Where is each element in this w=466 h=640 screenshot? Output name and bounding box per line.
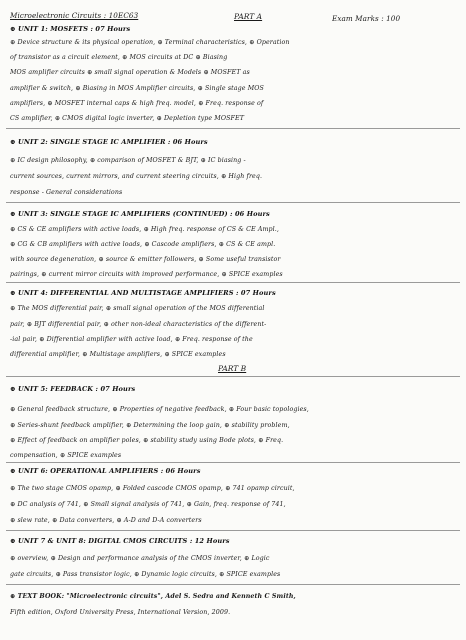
unit1-line: amplifier & switch, ⊕ Biasing in MOS Amplifier circuits, ⊕ Single stage MOS (10, 85, 264, 92)
unit1-line: amplifiers, ⊕ MOSFET internal caps & high freq. model, ⊕ Freq. response of (10, 100, 264, 107)
divider (6, 530, 460, 531)
unit4-line: differential amplifier, ⊕ Multistage amplifiers, ⊕ SPICE examples (10, 351, 226, 358)
unit5-line: compensation, ⊕ SPICE examples (10, 452, 122, 459)
unit7-line: gate circuits, ⊕ Pass transistor logic, ⊕ Dynamic logic circuits, ⊕ SPICE examples (10, 571, 281, 578)
divider (6, 376, 460, 377)
unit2-line: current sources, current mirrors, and current steering circuits, ⊕ High freq. (10, 173, 263, 180)
divider (6, 282, 460, 283)
divider (6, 202, 460, 203)
unit6-line: ⊕ DC analysis of 741, ⊕ Small signal analysis of 741, ⊕ Gain, freq. response of 741, (10, 501, 286, 508)
unit4-line: -ial pair, ⊕ Differential amplifier with active load, ⊕ Freq. response of the (10, 336, 253, 343)
unit1-line: CS amplifier, ⊕ CMOS digital logic inverter, ⊕ Depletion type MOSFET (10, 115, 244, 122)
course-code: Microelectronic Circuits : 10EC63 (10, 11, 139, 20)
part-a-label: PART A (234, 12, 263, 21)
unit5-line: ⊕ Effect of feedback on amplifier poles, ⊕ stability study using Bode plots, ⊕ Freq. (10, 437, 284, 444)
divider (6, 584, 460, 585)
textbook-line: Fifth edition, Oxford University Press, International Version, 2009. (10, 609, 231, 616)
unit3-line: ⊕ CG & CB amplifiers with active loads, ⊕ Cascode amplifiers, ⊕ CS & CE ampl. (10, 241, 276, 248)
unit2-line: response - General considerations (10, 189, 123, 196)
unit3-line: ⊕ CS & CE amplifiers with active loads, ⊕ High freq. response of CS & CE Ampl., (10, 226, 279, 233)
unit4-title: ⊕ UNIT 4: DIFFERENTIAL AND MULTISTAGE AMPLIFIERS : 07 Hours (10, 289, 276, 297)
unit3-line: pairings, ⊕ current mirror circuits with improved performance, ⊕ SPICE examples (10, 271, 283, 278)
unit5-line: ⊕ General feedback structure, ⊕ Properties of negative feedback, ⊕ Four basic topologies, (10, 406, 309, 413)
unit1-line: MOS amplifier circuits ⊕ small signal operation & Models ⊕ MOSFET as (10, 69, 250, 76)
unit6-line: ⊕ The two stage CMOS opamp, ⊕ Folded cascode CMOS opamp, ⊕ 741 opamp circuit, (10, 485, 295, 492)
unit7-title: ⊕ UNIT 7 & UNIT 8: DIGITAL CMOS CIRCUITS : 12 Hours (10, 537, 230, 545)
unit2-line: ⊕ IC design philosophy, ⊕ comparison of MOSFET & BJT, ⊕ IC biasing - (10, 157, 246, 164)
part-b-label: PART B (218, 364, 247, 373)
unit3-line: with source degeneration, ⊕ source & emitter followers, ⊕ Some useful transistor (10, 256, 281, 263)
unit5-title: ⊕ UNIT 5: FEEDBACK : 07 Hours (10, 385, 136, 393)
divider (6, 128, 460, 129)
divider (6, 462, 460, 463)
unit4-line: ⊕ The MOS differential pair, ⊕ small signal operation of the MOS differential (10, 305, 265, 312)
unit2-title: ⊕ UNIT 2: SINGLE STAGE IC AMPLIFIER : 06 Hours (10, 138, 208, 146)
exam-marks: Exam Marks : 100 (332, 14, 401, 23)
unit3-title: ⊕ UNIT 3: SINGLE STAGE IC AMPLIFIERS (CONTINUED) : 06 Hours (10, 210, 270, 218)
unit6-title: ⊕ UNIT 6: OPERATIONAL AMPLIFIERS : 06 Hours (10, 467, 201, 475)
textbook-line: ⊕ TEXT BOOK: "Microelectronic circuits", Adel S. Sedra and Kenneth C Smith, (10, 593, 296, 600)
unit7-line: ⊕ overview, ⊕ Design and performance analysis of the CMOS inverter, ⊕ Logic (10, 555, 270, 562)
unit4-line: pair, ⊕ BJT differential pair, ⊕ other non-ideal characteristics of the different- (10, 321, 267, 328)
unit1-line: of transistor as a circuit element, ⊕ MOS circuits at DC ⊕ Biasing (10, 54, 228, 61)
unit5-line: ⊕ Series-shunt feedback amplifier, ⊕ Determining the loop gain, ⊕ stability problem, (10, 422, 290, 429)
unit6-line: ⊕ slew rate, ⊕ Data converters, ⊕ A-D and D-A converters (10, 517, 202, 524)
unit1-line: ⊕ Device structure & its physical operation, ⊕ Terminal characteristics, ⊕ Operation (10, 39, 290, 46)
unit1-title: ⊕ UNIT 1: MOSFETS : 07 Hours (10, 25, 131, 33)
